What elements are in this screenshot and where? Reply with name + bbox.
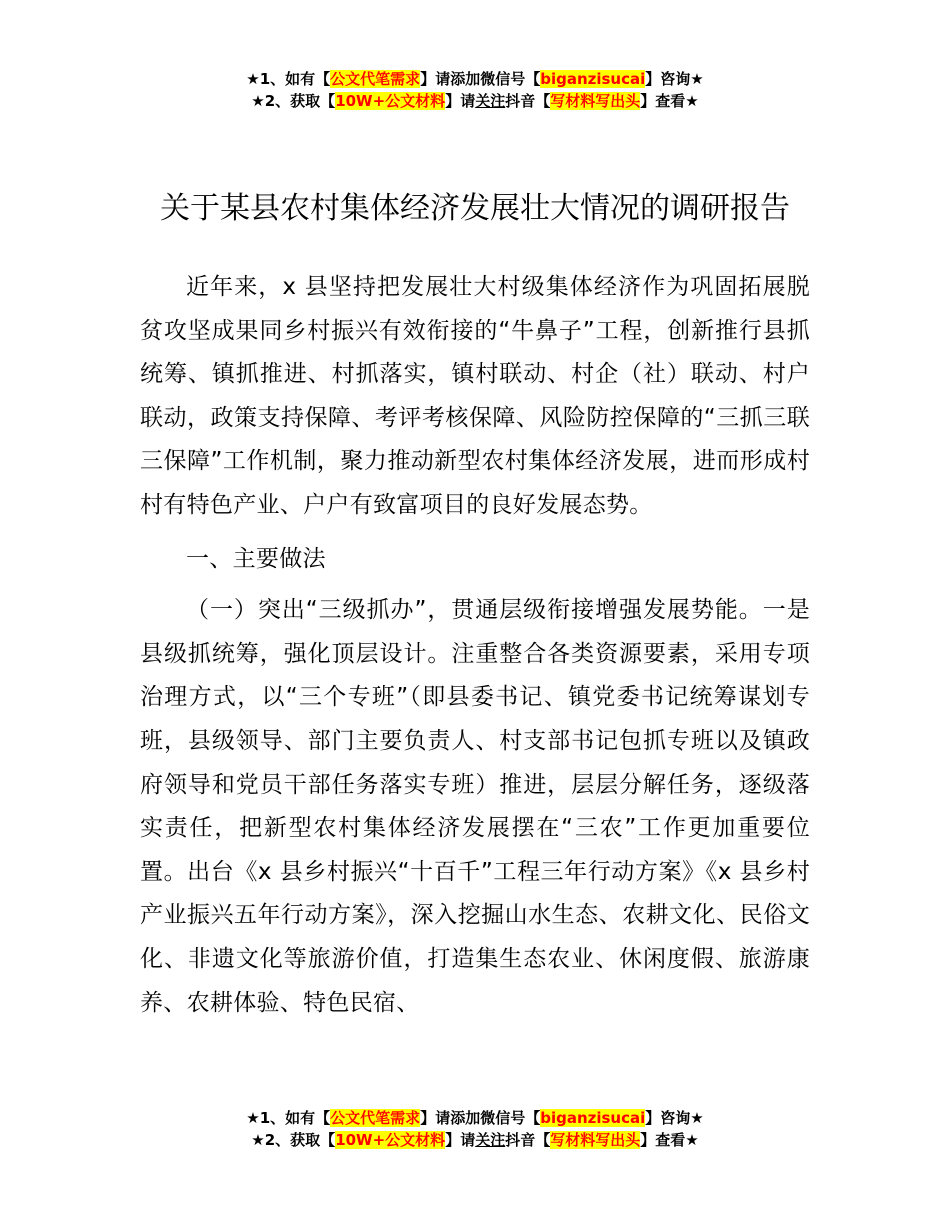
subsection-paragraph: （一）突出“三级抓办”，贯通层级衔接增强发展势能。一是县级抓统筹，强化顶层设计。注重整合各类资源要素，采用专项治理方式，以“三个专班”（即县委书记、镇党委书记统筹谋划专班，县级领导、部门主要负责人、村支部书记包抓专班以及镇政府领导和党员干部任务落实专班）推进，层层分解任务，逐级落实责任，把新型农村集体经济发展摆在“三农”工作更加重要位置。出台《x 县乡村振兴“十百千”工程三年行动方案》《x 县乡村产业振兴五年行动方案》，深入挖掘山水生态、农耕文化、民俗文化、非遗文化等旅游价值，打造集生态农业、休闲度假、旅游康养、农耕体验、特色民宿、 xyxy=(140,597,810,1016)
document-title: 关于某县农村集体经济发展壮大情况的调研报告 xyxy=(160,191,790,227)
banner-highlight: 10W+公文材料 xyxy=(335,92,446,110)
banner-text: 】请 xyxy=(445,92,476,110)
banner-highlight: 公文代笔需求 xyxy=(330,70,421,88)
footer-banner xyxy=(0,1107,950,1151)
intro-paragraph: 近年来，x 县坚持把发展壮大村级集体经济作为巩固拓展脱贫攻坚成果同乡村振兴有效衔接的“牛鼻子”工程，创新推行县抓统筹、镇抓推进、村抓落实，镇村联动、村企（社）联动、村户联动，政策支持保障、考评考核保障、风险防控保障的“三抓三联三保障”工作机制，聚力推动新型农村集体经济发展，进而形成村村有特色产业、户户有致富项目的良好发展态势。 xyxy=(140,274,810,518)
banner-line-1 xyxy=(0,68,950,90)
section-heading: 一、主要做法 xyxy=(186,545,326,572)
banner-text: 】查看★ xyxy=(640,92,699,110)
banner-text: ★1、如有【 xyxy=(246,70,331,88)
banner-highlight: biganzisucai xyxy=(540,1109,646,1127)
banner-highlight: biganzisucai xyxy=(540,70,646,88)
banner-text: ★2、获取【 xyxy=(251,1131,336,1149)
document-body xyxy=(140,266,810,1025)
banner-text: ★2、获取【 xyxy=(251,92,336,110)
banner-text: 】咨询★ xyxy=(645,70,704,88)
banner-text: 】请 xyxy=(445,1131,476,1149)
banner-text: 】查看★ xyxy=(640,1131,699,1149)
banner-line-2 xyxy=(0,90,950,112)
banner-line-2 xyxy=(0,1129,950,1151)
banner-text: 抖音【 xyxy=(505,92,551,110)
banner-underlined-text: 关注 xyxy=(475,1131,506,1149)
banner-line-1 xyxy=(0,1107,950,1129)
banner-highlight: 公文代笔需求 xyxy=(330,1109,421,1127)
banner-underlined-text: 关注 xyxy=(475,92,506,110)
banner-text: 】请添加微信号【 xyxy=(420,70,541,88)
banner-highlight: 写材料写出头 xyxy=(550,92,641,110)
banner-text: ★1、如有【 xyxy=(246,1109,331,1127)
banner-highlight: 写材料写出头 xyxy=(550,1131,641,1149)
banner-text: 抖音【 xyxy=(505,1131,551,1149)
banner-text: 】请添加微信号【 xyxy=(420,1109,541,1127)
header-banner xyxy=(0,68,950,112)
banner-highlight: 10W+公文材料 xyxy=(335,1131,446,1149)
banner-text: 】咨询★ xyxy=(645,1109,704,1127)
